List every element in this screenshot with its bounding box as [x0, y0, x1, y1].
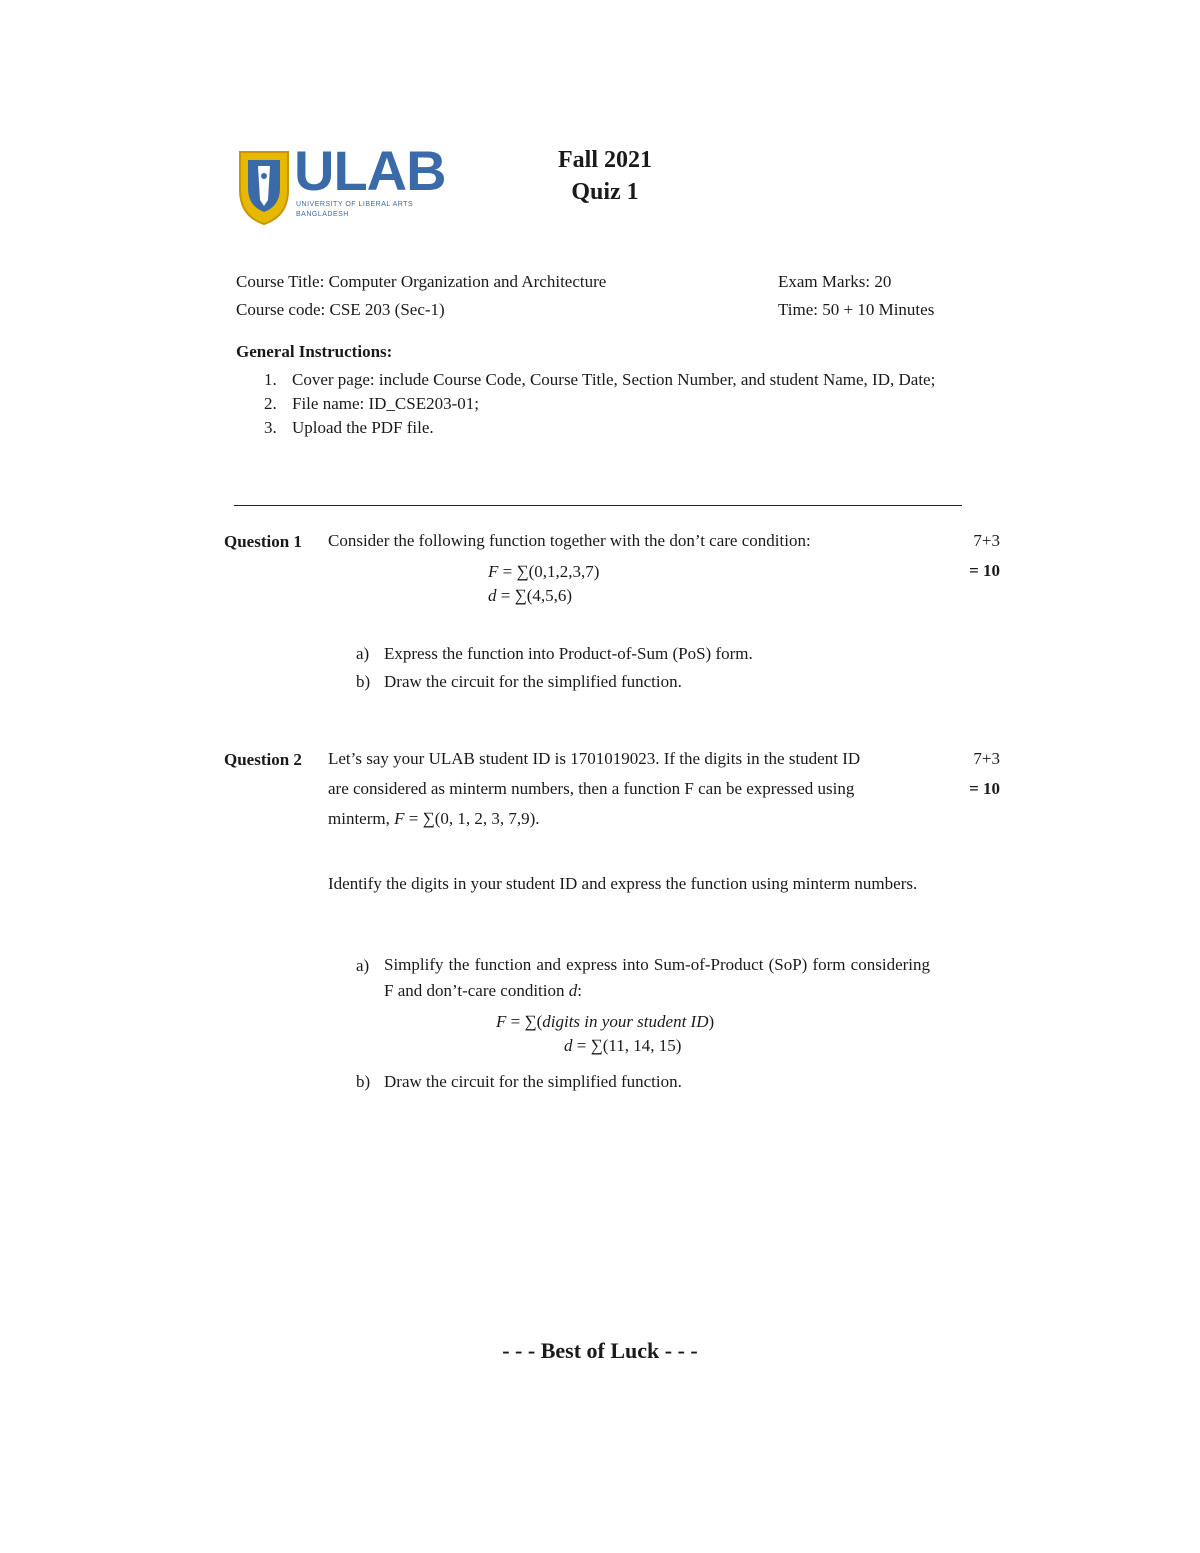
question2-formula-d — [496, 1034, 714, 1058]
course-info — [236, 268, 606, 324]
part-text: Draw the circuit for the simplified function. — [384, 672, 682, 691]
formula-d-expression: = ∑(11, 14, 15) — [572, 1036, 682, 1055]
list-item — [264, 392, 964, 416]
instructions-heading: General Instructions: — [236, 342, 393, 361]
logo-subtitle-line1: UNIVERSITY OF LIBERAL ARTS — [296, 201, 414, 208]
question1-marks-split: 7+3 — [973, 531, 1000, 550]
question1-text: Consider the following function together with the don’t care condition: — [328, 531, 811, 550]
question2-line3-rest: = ∑(0, 1, 2, 3, 7,9). — [404, 809, 540, 828]
question2-marks-total: = 10 — [969, 779, 1000, 798]
question2-parts — [356, 952, 930, 1004]
part-a-end: : — [577, 981, 582, 1000]
divider — [234, 505, 962, 506]
list-item-number: 2. — [264, 394, 277, 413]
part-text — [384, 952, 930, 1004]
question2-line1: Let’s say your ULAB student ID is 1701019023. If the digits in the student ID — [328, 749, 861, 768]
term-title: Fall 2021 — [558, 147, 652, 173]
list-item-number: 1. — [264, 370, 277, 389]
formula-symbol-f: F — [488, 562, 499, 581]
question2-marks — [960, 744, 1000, 804]
logo-wordmark: ULAB — [294, 139, 446, 202]
ulab-logo — [236, 139, 446, 234]
part-letter: b) — [356, 1072, 371, 1091]
logo-subtitle-line2: BANGLADESH — [296, 211, 349, 218]
list-item-text: Upload the PDF file. — [292, 418, 434, 437]
question2-line3 — [328, 804, 928, 834]
list-item — [356, 640, 936, 668]
exam-header — [520, 144, 690, 208]
formula-f-italic: digits in your student ID — [542, 1012, 709, 1031]
part-letter: a) — [356, 644, 370, 663]
formula-f-open: = ∑( — [506, 1012, 543, 1031]
list-item-text: Cover page: include Course Code, Course Title, Section Number, and student Name, ID, Date; — [292, 370, 936, 389]
exam-marks: Exam Marks: 20 — [778, 272, 892, 291]
question2-parts-b — [356, 1068, 930, 1096]
part-text: Express the function into Product-of-Sum (PoS) form. — [384, 644, 753, 663]
question1-formula — [488, 560, 599, 608]
exam-title: Quiz 1 — [571, 179, 639, 205]
formula-f-close: ) — [708, 1012, 715, 1031]
question2-marks-split: 7+3 — [973, 749, 1000, 768]
course-title: Course Title: Computer Organization and Architecture — [236, 272, 607, 291]
course-code: Course code: CSE 203 (Sec-1) — [236, 300, 445, 319]
formula-symbol-f: F — [394, 809, 405, 828]
question1-label: Question 1 — [224, 532, 302, 551]
closing-message: - - - Best of Luck - - - — [502, 1338, 698, 1363]
question1-parts — [356, 640, 936, 696]
exam-info — [778, 268, 934, 324]
list-item — [356, 952, 930, 1004]
part-a-text: Simplify the function and express into Sum-of-Product (SoP) form considering F and don’t-care condition — [384, 955, 930, 1000]
list-item-number: 3. — [264, 418, 277, 437]
list-item — [264, 416, 964, 440]
logo-subtitle — [296, 200, 436, 220]
list-item-text: File name: ID_CSE203-01; — [292, 394, 479, 413]
exam-time: Time: 50 + 10 Minutes — [778, 300, 935, 319]
part-letter: b) — [356, 672, 371, 691]
formula-f-expression: = ∑(0,1,2,3,7) — [498, 562, 600, 581]
question2-line3-prefix: minterm, — [328, 809, 395, 828]
question2-formula — [496, 1010, 714, 1058]
question2-text — [328, 744, 928, 834]
formula-symbol-d: d — [488, 586, 497, 605]
question1-marks — [960, 526, 1000, 586]
part-text: Draw the circuit for the simplified function. — [384, 1072, 682, 1091]
question1-marks-total: = 10 — [969, 561, 1000, 580]
list-item — [356, 668, 936, 696]
list-item — [264, 368, 964, 392]
formula-d-expression: = ∑(4,5,6) — [496, 586, 573, 605]
question2-line2: are considered as minterm numbers, then a function F can be expressed using — [328, 779, 855, 798]
question2-label: Question 2 — [224, 750, 302, 769]
part-letter: a) — [356, 956, 370, 975]
formula-symbol-d: d — [564, 1036, 573, 1055]
instructions-list — [264, 368, 964, 440]
question2-identify: Identify the digits in your student ID and express the function using minterm numbers. — [328, 874, 918, 893]
ulab-shield-icon — [236, 146, 292, 226]
list-item — [356, 1068, 930, 1096]
dont-care-symbol: d — [568, 981, 578, 1000]
question1-formula-f — [488, 560, 599, 584]
question1-formula-d — [488, 584, 599, 608]
formula-symbol-f: F — [496, 1012, 507, 1031]
question2-formula-f — [496, 1010, 714, 1034]
